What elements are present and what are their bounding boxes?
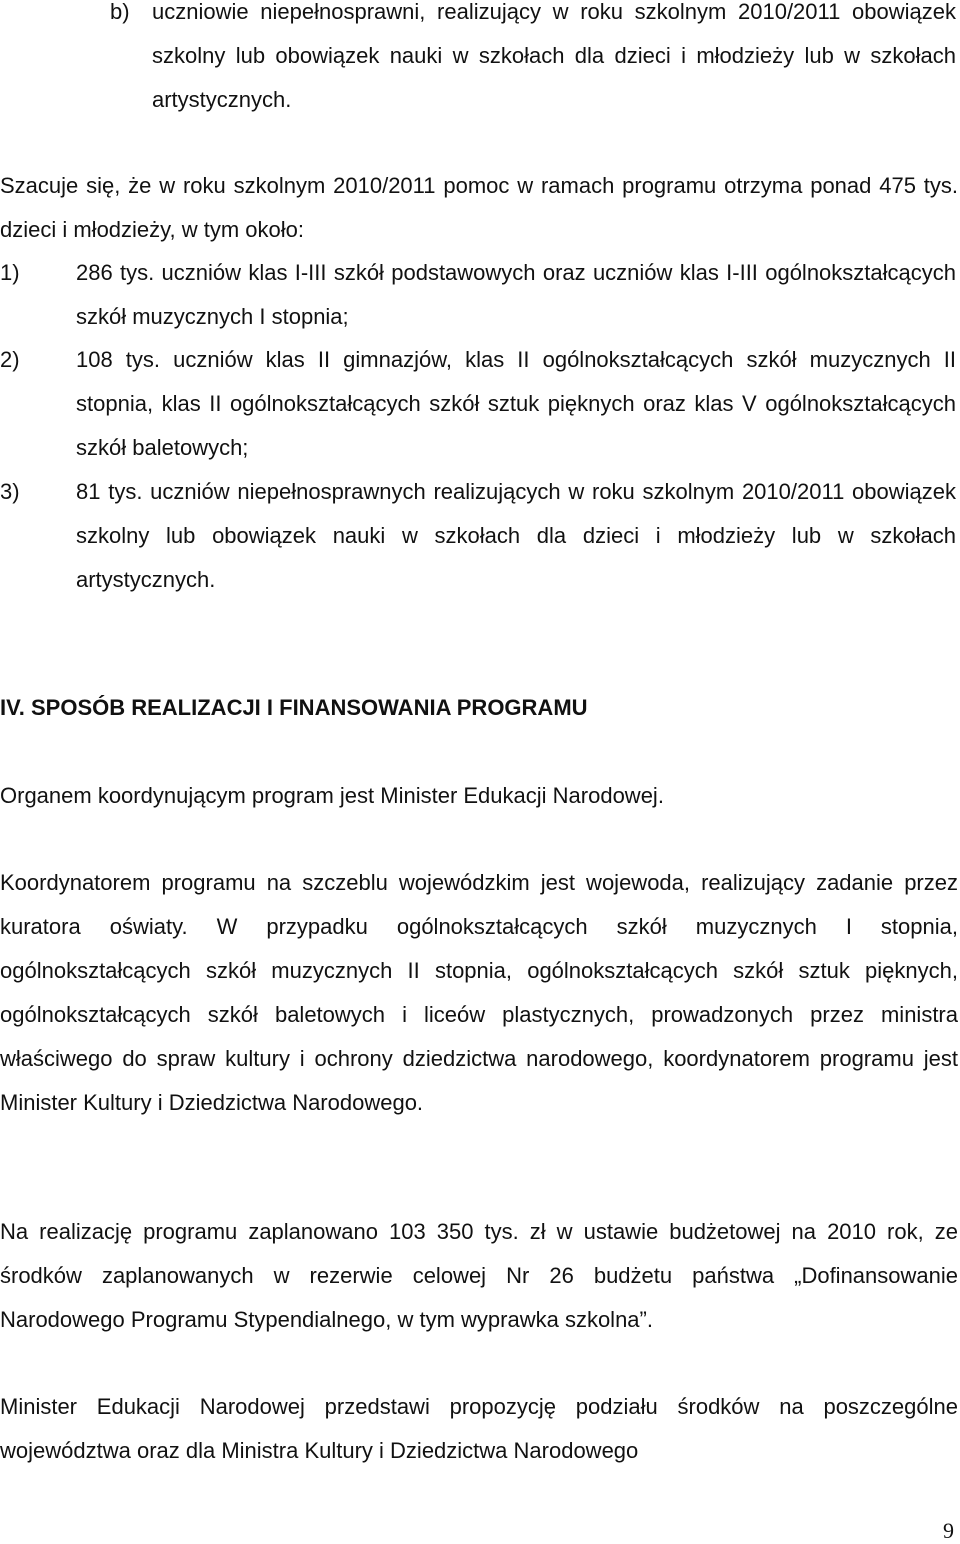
list-item-3 — [0, 470, 958, 602]
list-item-text: 286 tys. uczniów klas I-III szkół podstawowych oraz uczniów klas I-III ogólnokształcących szkół muzycznych I stopnia; — [76, 260, 956, 329]
list-marker: b) — [110, 0, 130, 24]
list-item-1 — [0, 251, 958, 339]
coordinator-paragraph: Organem koordynującym program jest Minister Edukacji Narodowej. — [0, 783, 664, 808]
list-item-2 — [0, 338, 958, 470]
section-heading: IV. SPOSÓB REALIZACJI I FINANSOWANIA PROGRAMU — [0, 695, 588, 720]
list-item-text: 81 tys. uczniów niepełnosprawnych realizujących w roku szkolnym 2010/2011 obowiązek szkolny lub obowiązek nauki w szkołach dla dzieci i młodzieży lub w szkołach artystycznych. — [76, 479, 956, 592]
list-item-b — [0, 0, 958, 122]
list-marker: 1) — [0, 260, 20, 285]
regional-coordinator-paragraph: Koordynatorem programu na szczeblu wojewódzkim jest wojewoda, realizujący zadanie przez kuratora oświaty. W przypadku ogólnokształcących szkół muzycznych I stopnia, ogólnokształcących szkół muzycznych II stopnia, ogólnokształcących szkół sztuk pięknych, ogólnokształcących szkół baletowych i liceów plastycznych, prowadzonych przez ministra właściwego do spraw kultury i ochrony dziedzictwa narodowego, koordynatorem programu jest Minister Kultury i Dziedzictwa Narodowego. — [0, 870, 958, 1115]
list-marker: 3) — [0, 479, 20, 504]
estimate-paragraph: Szacuje się, że w roku szkolnym 2010/2011 pomoc w ramach programu otrzyma ponad 475 tys. dzieci i młodzieży, w tym około: — [0, 173, 958, 242]
funding-paragraph: Na realizację programu zaplanowano 103 350 tys. zł w ustawie budżetowej na 2010 rok, ze środków zaplanowanych w rezerwie celowej Nr 26 budżetu państwa „Dofinansowanie Narodowego Programu Stypendialnego, w tym wyprawka szkolna”. — [0, 1219, 958, 1332]
distribution-paragraph: Minister Edukacji Narodowej przedstawi propozycję podziału środków na poszczególne województwa oraz dla Ministra Kultury i Dziedzictwa Narodowego — [0, 1394, 958, 1463]
list-item-text: 108 tys. uczniów klas II gimnazjów, klas II ogólnokształcących szkół muzycznych II stopnia, klas II ogólnokształcących szkół sztuk pięknych oraz klas V ogólnokształcących szkół baletowych; — [76, 347, 956, 460]
list-marker: 2) — [0, 347, 20, 372]
list-item-text: uczniowie niepełnosprawni, realizujący w roku szkolnym 2010/2011 obowiązek szkolny lub obowiązek nauki w szkołach dla dzieci i młodzieży lub w szkołach artystycznych. — [152, 0, 956, 112]
page-number: 9 — [943, 1518, 954, 1543]
